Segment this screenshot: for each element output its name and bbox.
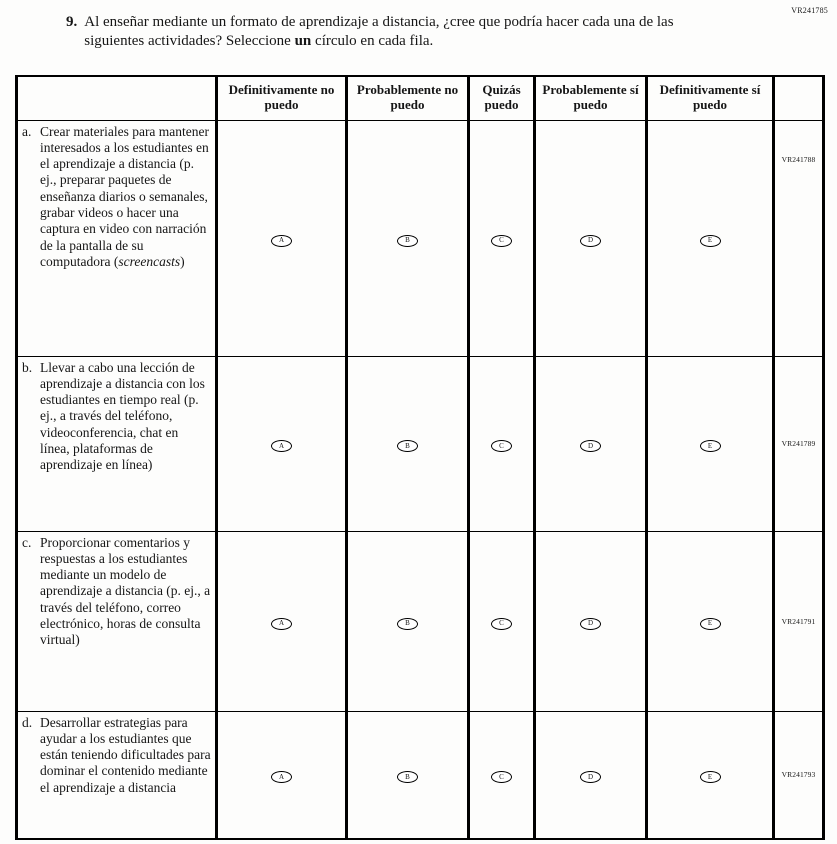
question-text-pre: Al enseñar mediante un formato de aprendizaje a distancia, ¿cree que podría hacer cada una de las siguientes actividades? Seleccione	[84, 14, 674, 49]
row-c-oval-C-letter: C	[499, 619, 504, 627]
table-header-row	[17, 76, 824, 120]
row-b-oval-B[interactable]	[397, 440, 418, 452]
row-a-text-italic: screencasts	[118, 254, 181, 270]
row-b-oval-A-letter: A	[278, 441, 285, 450]
table-row-b	[17, 356, 824, 531]
row-d-oval-B-letter: B	[405, 772, 410, 781]
row-c-option-cell-3	[469, 531, 535, 711]
row-a-option-cell-1	[217, 120, 347, 356]
row-d-oval-C-letter: C	[499, 772, 504, 781]
row-a-label-cell	[17, 120, 217, 356]
row-b-oval-A[interactable]	[271, 440, 292, 452]
question-text	[84, 13, 712, 51]
row-d-letter: d.	[22, 714, 33, 730]
question-number: 9.	[66, 14, 78, 30]
row-a-option-cell-3	[469, 120, 535, 356]
row-a-option-cell-4	[535, 120, 647, 356]
question-9-response-table	[15, 75, 825, 840]
column-header-probablemente-si-puedo: Probablemente sí puedo	[535, 76, 647, 120]
row-d-text-pre: Desarrollar estrategias para ayudar a los estudiantes que están teniendo dificultades para dominar el contenido mediante el aprendizaje a distancia	[40, 714, 211, 795]
row-a-option-cell-2	[347, 120, 469, 356]
row-d-option-cell-3	[469, 711, 535, 839]
row-d-text	[40, 715, 211, 797]
row-c-oval-E[interactable]	[700, 618, 721, 630]
row-b-text	[40, 360, 211, 474]
row-a-oval-A-letter: A	[278, 236, 285, 244]
row-b-option-cell-5	[647, 356, 774, 531]
row-b-oval-D[interactable]	[580, 440, 601, 452]
page-vr-code: VR241785	[791, 6, 828, 15]
row-d-oval-A[interactable]	[271, 771, 292, 783]
row-d-oval-A-letter: A	[278, 772, 285, 781]
row-c-vr-code: VR241791	[774, 531, 824, 711]
row-c-text-pre: Proporcionar comentarios y respuestas a los estudiantes mediante un modelo de aprendizaje a distancia (p. ej., a través del teléfono, correo electrónico, horas de consulta virtual)	[40, 534, 211, 648]
row-c-oval-C[interactable]	[491, 618, 512, 630]
row-c-option-cell-4	[535, 531, 647, 711]
row-a-vr-code: VR241788	[774, 120, 824, 356]
row-b-text-pre: Llevar a cabo una lección de aprendizaje a distancia con los estudiantes en tiempo real (p. ej., a través del teléfono, videoconferencia, chat en línea, plataformas de aprendizaje en línea)	[40, 359, 205, 473]
row-d-oval-E-letter: E	[707, 772, 713, 781]
row-a-letter: a.	[22, 123, 32, 139]
row-d-oval-D[interactable]	[580, 771, 601, 783]
row-b-option-cell-1	[217, 356, 347, 531]
header-vr-empty-cell	[774, 76, 824, 120]
row-d-option-cell-2	[347, 711, 469, 839]
row-a-oval-C-letter: C	[499, 236, 504, 244]
row-d-oval-C[interactable]	[491, 771, 512, 783]
column-header-probablemente-no-puedo: Probablemente no puedo	[347, 76, 469, 120]
row-d-option-cell-4	[535, 711, 647, 839]
row-d-option-cell-5	[647, 711, 774, 839]
row-c-oval-B-letter: B	[405, 619, 410, 627]
row-b-oval-C-letter: C	[499, 441, 504, 450]
row-a-oval-B-letter: B	[405, 236, 410, 244]
row-b-oval-C[interactable]	[491, 440, 512, 452]
row-a-text-post: )	[180, 254, 185, 270]
row-b-label-cell	[17, 356, 217, 531]
row-d-label-cell	[17, 711, 217, 839]
row-a-text-pre: Crear materiales para mantener interesados a los estudiantes en el aprendizaje a distancia (p. ej., preparar paquetes de enseñanza diarios o semanales, grabar videos o hacer una captura en video con narración de la pantalla de su computadora (	[40, 123, 210, 270]
column-header-definitivamente-no-puedo: Definitivamente no puedo	[217, 76, 347, 120]
row-c-letter: c.	[22, 534, 32, 550]
question-9	[0, 0, 720, 51]
row-c-oval-D[interactable]	[580, 618, 601, 630]
row-a-oval-C[interactable]	[491, 235, 512, 247]
row-b-oval-E[interactable]	[700, 440, 721, 452]
table-row-d	[17, 711, 824, 839]
row-c-option-cell-1	[217, 531, 347, 711]
row-c-oval-B[interactable]	[397, 618, 418, 630]
table-row-c	[17, 531, 824, 711]
row-c-option-cell-5	[647, 531, 774, 711]
row-b-option-cell-4	[535, 356, 647, 531]
row-d-vr-code: VR241793	[774, 711, 824, 839]
column-header-definitivamente-si-puedo: Definitivamente sí puedo	[647, 76, 774, 120]
row-b-option-cell-3	[469, 356, 535, 531]
row-b-oval-D-letter: D	[587, 441, 594, 450]
row-a-oval-E[interactable]	[700, 235, 721, 247]
row-c-option-cell-2	[347, 531, 469, 711]
row-c-oval-E-letter: E	[707, 619, 713, 627]
row-a-text	[40, 124, 211, 271]
row-b-oval-E-letter: E	[707, 441, 713, 450]
row-b-oval-B-letter: B	[405, 441, 410, 450]
row-c-text	[40, 535, 211, 649]
question-text-bold: un	[294, 32, 312, 49]
table-row-a	[17, 120, 824, 356]
row-a-oval-E-letter: E	[707, 236, 713, 244]
row-a-option-cell-5	[647, 120, 774, 356]
row-c-oval-A-letter: A	[278, 619, 285, 627]
row-d-oval-B[interactable]	[397, 771, 418, 783]
row-d-option-cell-1	[217, 711, 347, 839]
row-b-vr-code: VR241789	[774, 356, 824, 531]
row-b-letter: b.	[22, 359, 33, 375]
row-a-oval-D-letter: D	[587, 236, 594, 244]
row-a-oval-B[interactable]	[397, 235, 418, 247]
row-b-option-cell-2	[347, 356, 469, 531]
row-c-oval-D-letter: D	[587, 619, 594, 627]
row-c-oval-A[interactable]	[271, 618, 292, 630]
row-c-label-cell	[17, 531, 217, 711]
row-a-oval-A[interactable]	[271, 235, 292, 247]
row-a-oval-D[interactable]	[580, 235, 601, 247]
header-empty-cell	[17, 76, 217, 120]
column-header-quizas-puedo: Quizás puedo	[469, 76, 535, 120]
row-d-oval-E[interactable]	[700, 771, 721, 783]
question-text-post: círculo en cada fila.	[311, 32, 434, 49]
row-d-oval-D-letter: D	[587, 772, 594, 781]
